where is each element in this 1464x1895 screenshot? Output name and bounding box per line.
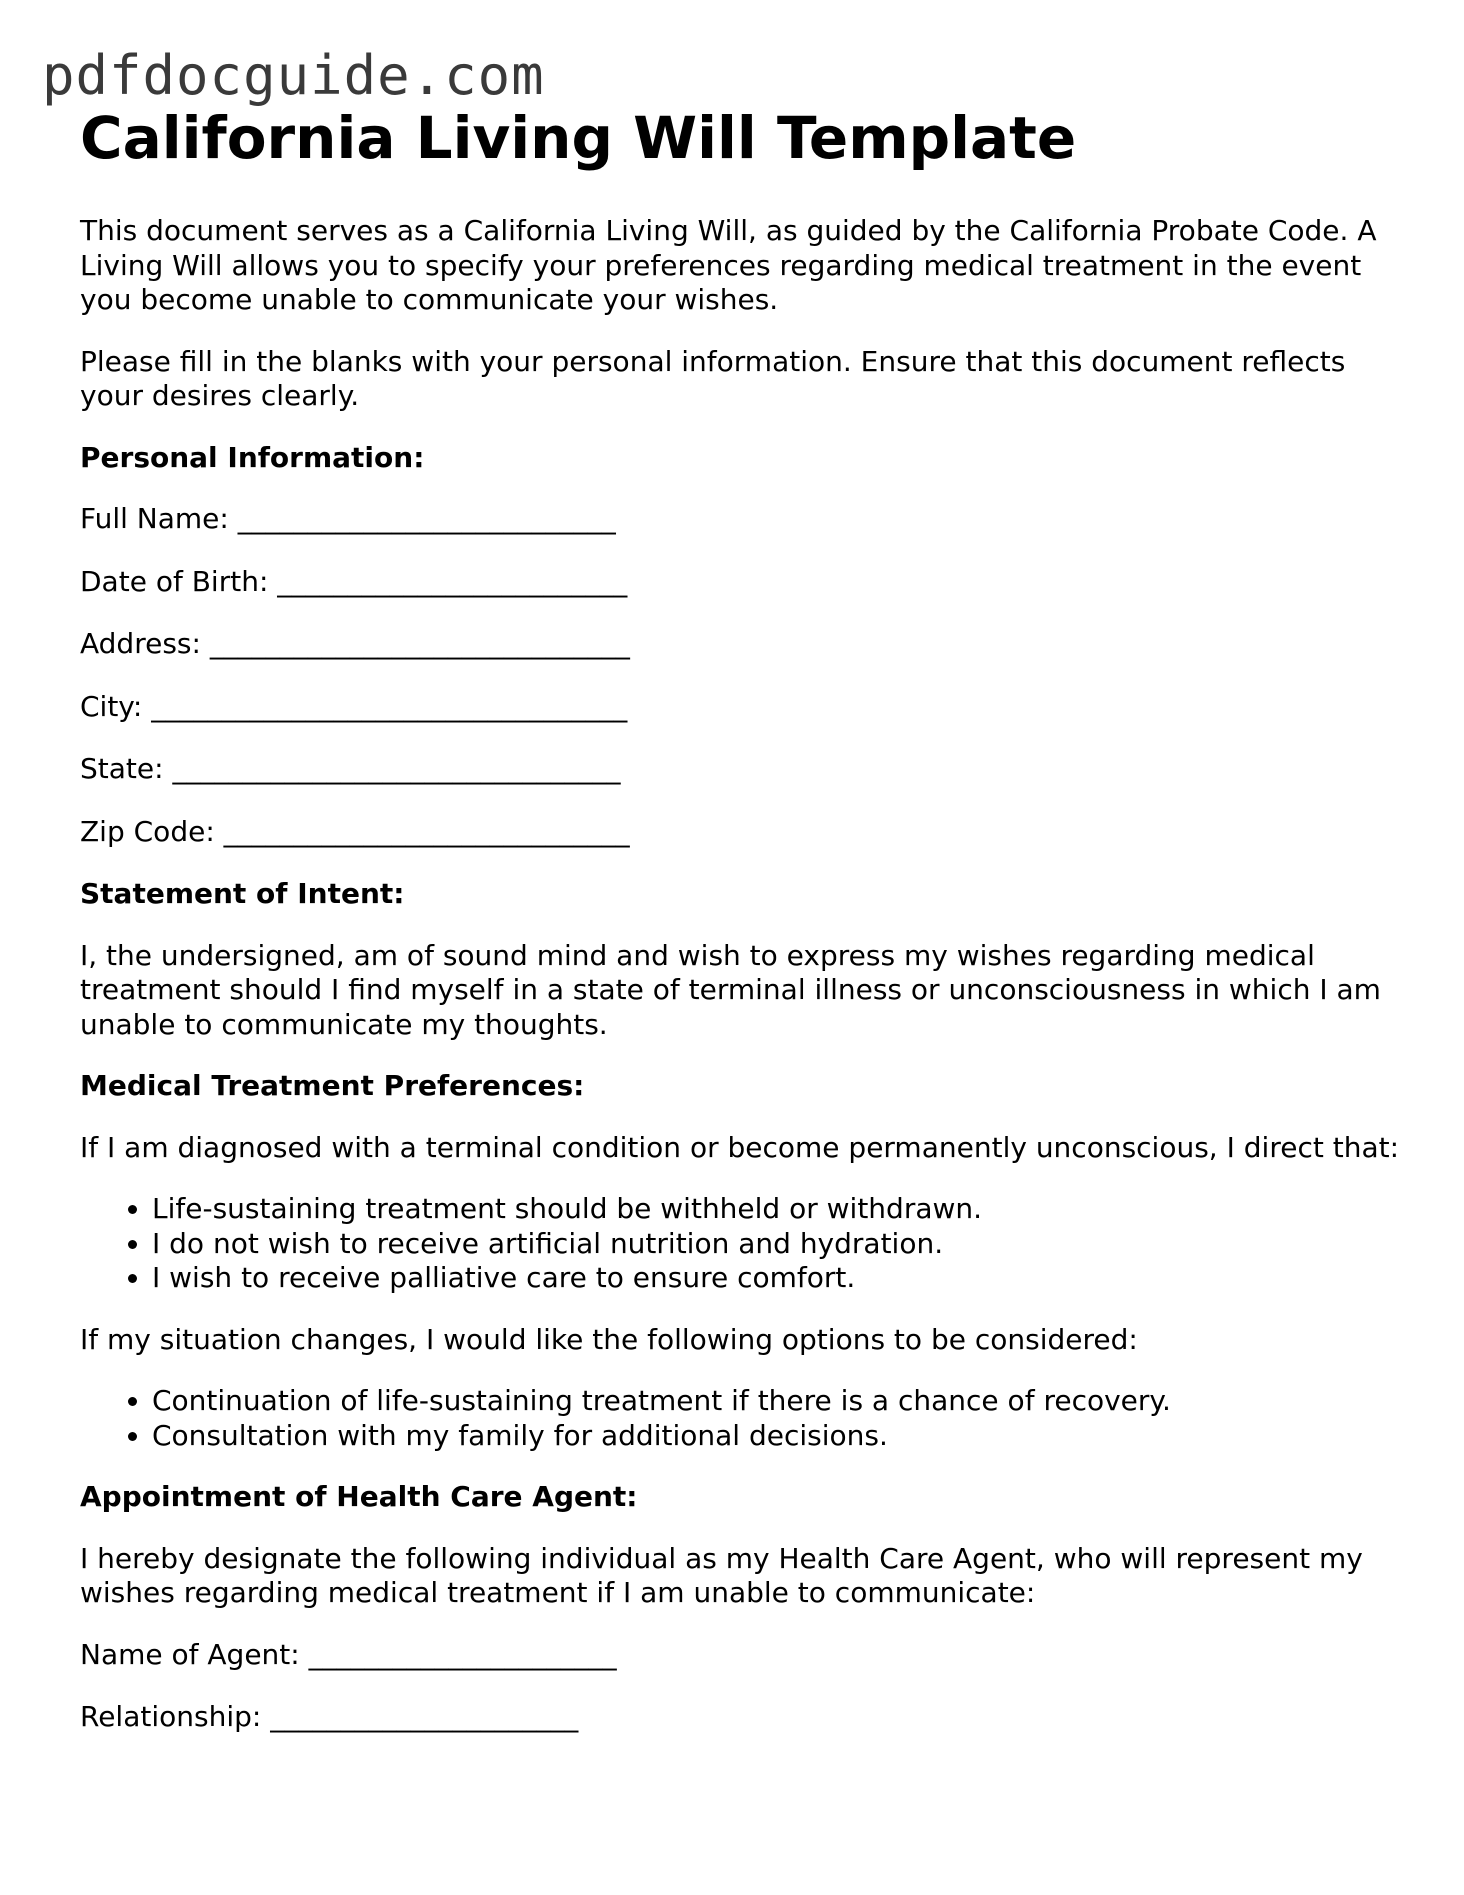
site-watermark: pdfdocguide.com — [42, 44, 545, 107]
date-of-birth-blank[interactable]: _________________________ — [277, 564, 628, 598]
full-name-field — [80, 502, 1400, 537]
document-title: California Living Will Template — [80, 104, 1077, 172]
address-blank[interactable]: ______________________________ — [209, 627, 630, 660]
medical-heading: Medical Treatment Preferences: — [80, 1069, 585, 1102]
state-field — [80, 752, 1400, 787]
personal-info-heading: Personal Information: — [80, 440, 425, 474]
field-label: Full Name: — [80, 502, 229, 535]
field-label: Relationship: — [80, 1700, 262, 1733]
agent-name-field — [80, 1638, 1400, 1673]
document-body — [80, 100, 1400, 1763]
city-blank[interactable]: __________________________________ — [151, 689, 628, 723]
field-label: State: — [80, 752, 164, 785]
field-label: City: — [80, 689, 143, 723]
full-name-blank[interactable]: ___________________________ — [237, 502, 616, 535]
options-list — [80, 1384, 1400, 1453]
intent-heading: Statement of Intent: — [80, 877, 405, 910]
zip-code-blank[interactable]: _____________________________ — [223, 814, 630, 848]
field-label: Name of Agent: — [80, 1637, 300, 1671]
relationship-field — [80, 1700, 1400, 1735]
list-item: • I wish to receive palliative care to ensure comfort. — [152, 1261, 1400, 1296]
list-item: • Consultation with my family for additional decisions. — [152, 1419, 1400, 1454]
relationship-blank[interactable]: ______________________ — [270, 1700, 579, 1733]
directives-list — [80, 1192, 1400, 1296]
list-item: • I do not wish to receive artificial nutrition and hydration. — [152, 1227, 1400, 1262]
agent-name-blank[interactable]: ______________________ — [308, 1637, 617, 1671]
state-blank[interactable]: ________________________________ — [172, 752, 621, 785]
agent-paragraph: I hereby designate the following individual as my Health Care Agent, who will represent my wishes regarding medical treatment if I am unable to communicate: — [80, 1541, 1363, 1609]
intent-paragraph: I, the undersigned, am of sound mind and wish to express my wishes regarding medical treatment should I find myself in a state of terminal illness or unconsciousness in which I am unable to communicate my thoughts. — [80, 938, 1381, 1041]
list-item: • Continuation of life-sustaining treatment if there is a chance of recovery. — [152, 1384, 1400, 1419]
changes-intro: If my situation changes, I would like the following options to be considered: — [80, 1322, 1138, 1356]
medical-intro: If I am diagnosed with a terminal condition or become permanently unconscious, I direct that: — [80, 1130, 1400, 1164]
date-of-birth-field — [80, 565, 1400, 600]
city-field — [80, 690, 1400, 725]
field-label: Address: — [80, 627, 201, 660]
address-field — [80, 627, 1400, 662]
agent-heading: Appointment of Health Care Agent: — [80, 1480, 638, 1513]
field-label: Date of Birth: — [80, 564, 269, 598]
instructions-paragraph: Please fill in the blanks with your personal information. Ensure that this document reflects your desires clearly. — [80, 344, 1346, 412]
zip-code-field — [80, 815, 1400, 850]
field-label: Zip Code: — [80, 814, 215, 848]
list-item: • Life-sustaining treatment should be withheld or withdrawn. — [152, 1192, 1400, 1227]
intro-paragraph: This document serves as a California Living Will, as guided by the California Probate Code. A Living Will allows you to specify your preferences regarding medical treatment in the event you become unable to communicate your wishes. — [80, 214, 1377, 316]
